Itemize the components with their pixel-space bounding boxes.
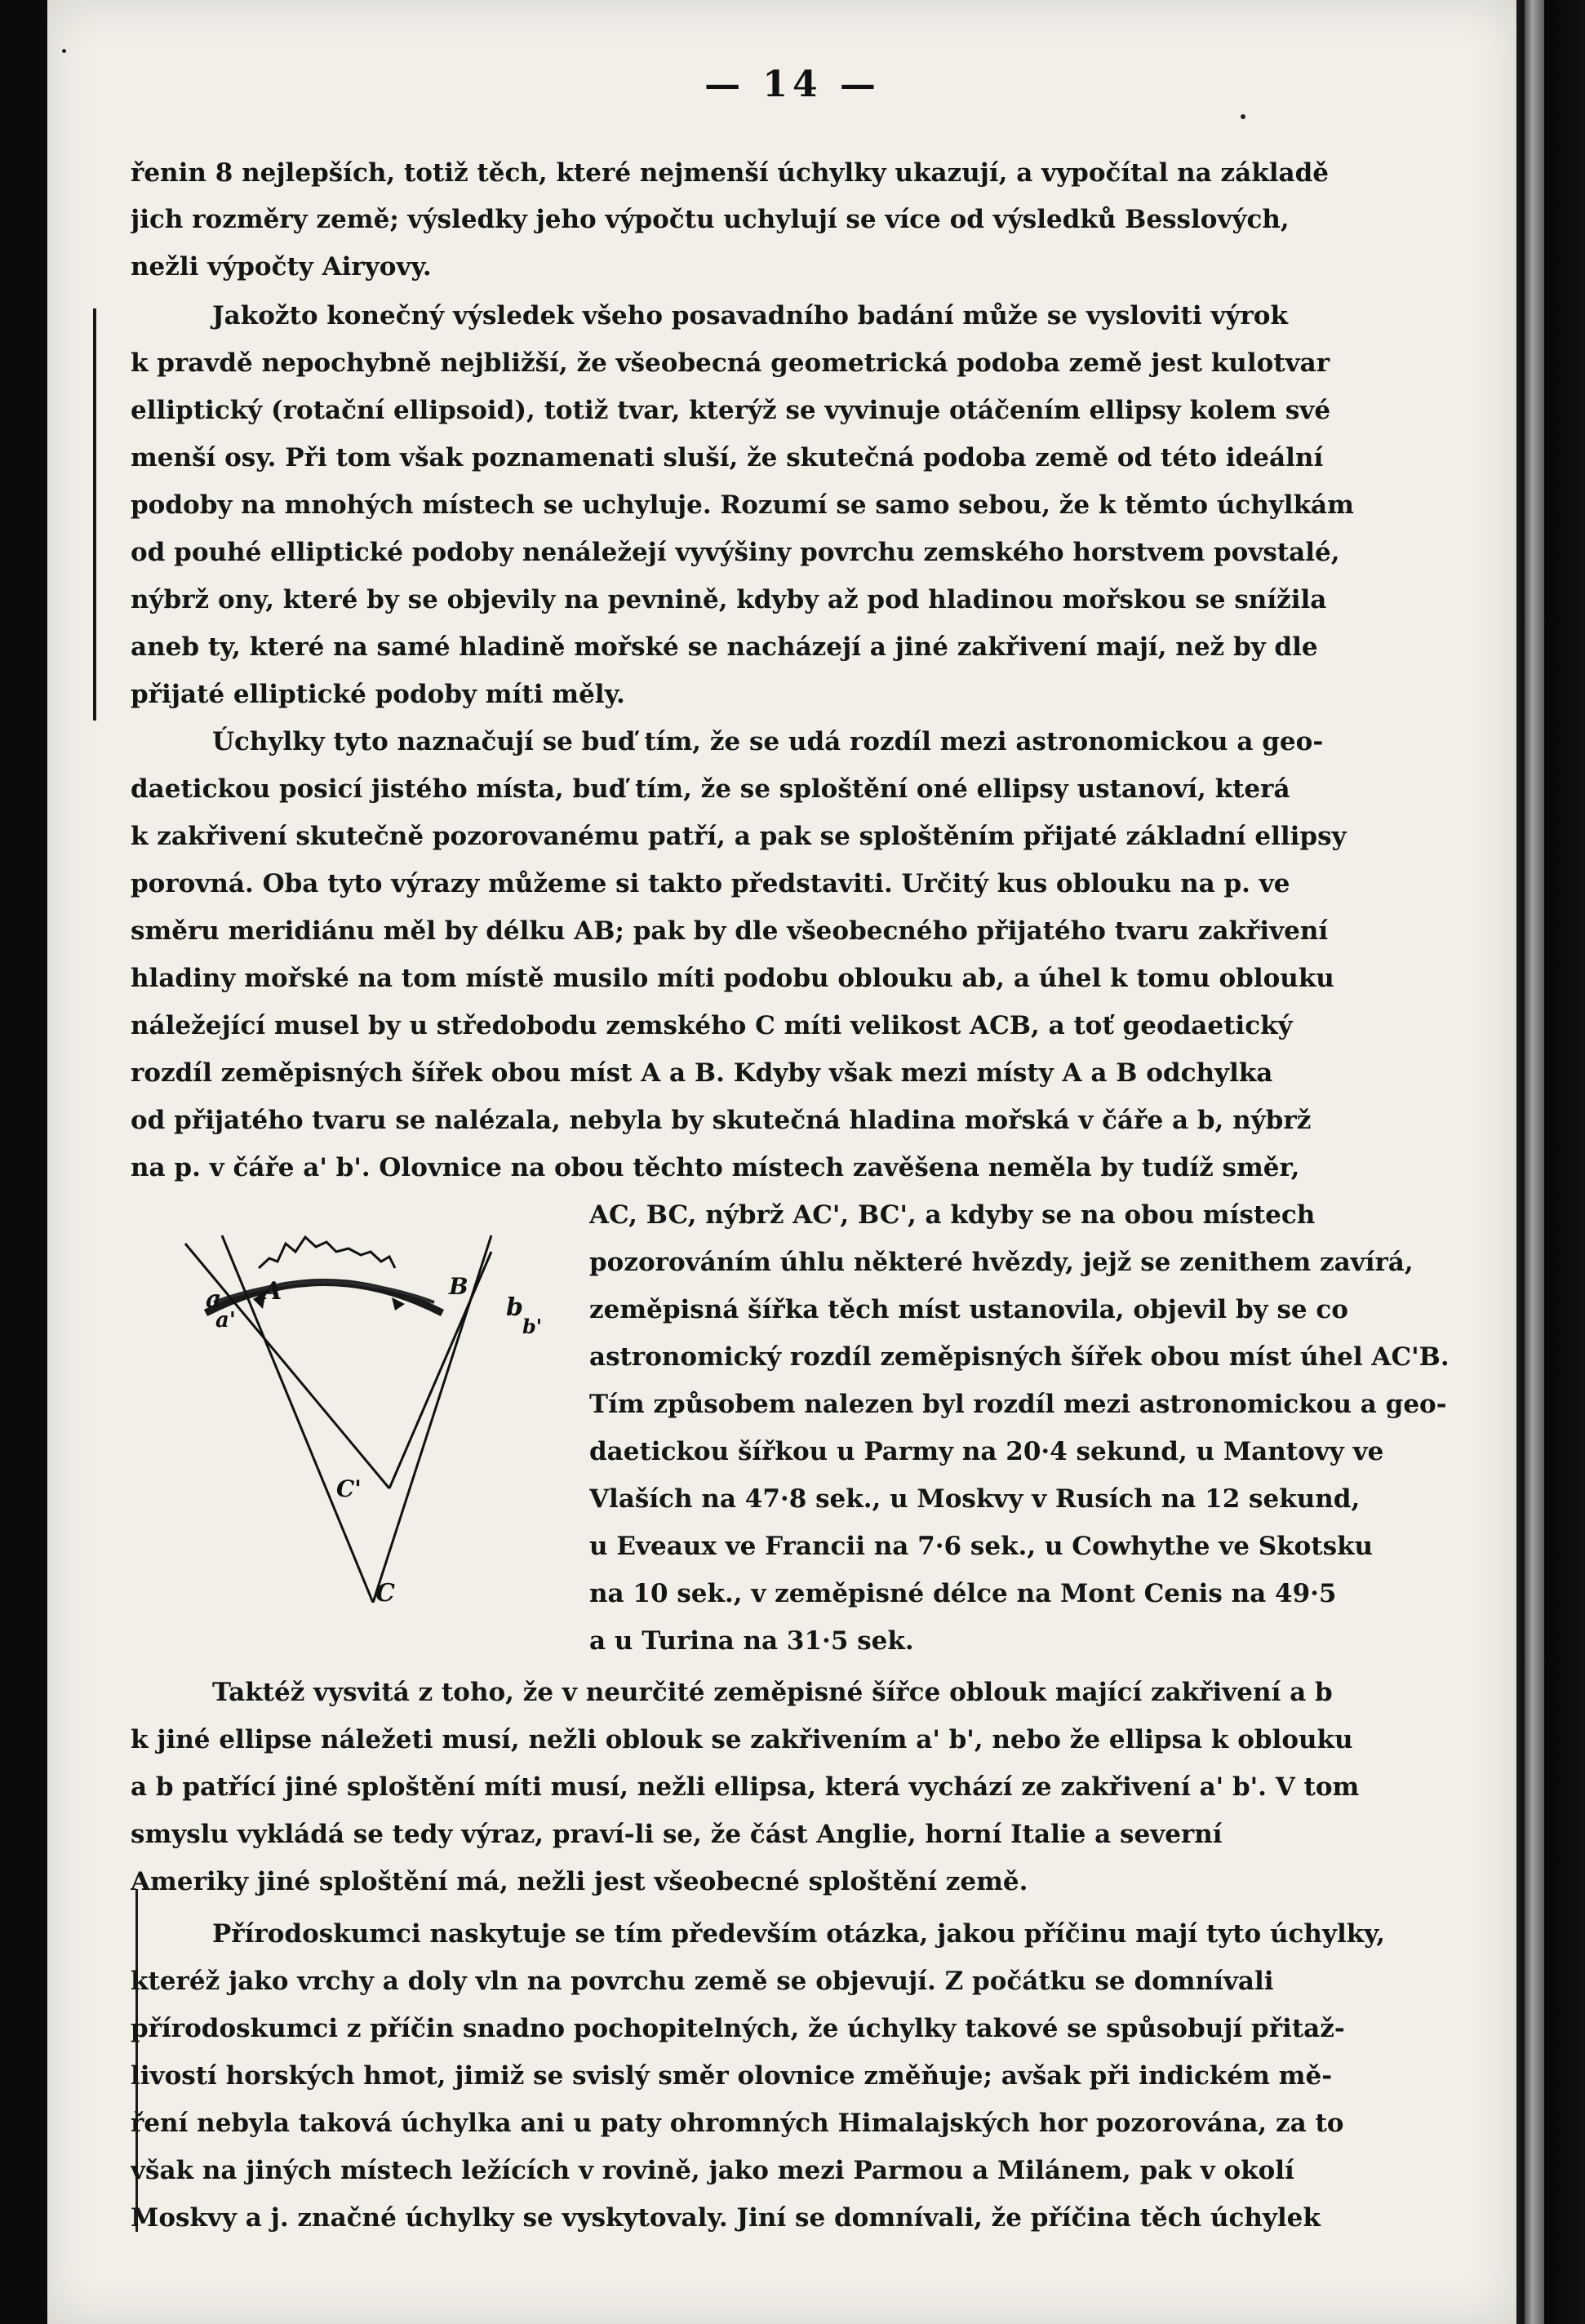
label-b-prime: b' bbox=[522, 1315, 543, 1338]
figure-svg bbox=[181, 1219, 565, 1603]
text-line: jich rozměry země; výsledky jeho výpočtu uchylují se více od výsledků Besslových, bbox=[131, 205, 1290, 234]
text-line: od přijatého tvaru se nalézala, nebyla by skutečná hladina mořská v čáře a b, nýbrž bbox=[131, 1106, 1312, 1135]
text-line: Moskvy a j. značné úchylky se vyskytovaly. Jiní se domnívali, že příčina těch úchylek bbox=[131, 2203, 1321, 2233]
text-line: k zakřivení skutečně pozorovanému patří, a pak se sploštěním přijaté základní ellipsy bbox=[131, 822, 1347, 851]
text-line: Vlaších na 47·8 sek., u Moskvy v Rusích na 12 sekund, bbox=[589, 1484, 1361, 1514]
page-number: — 14 — bbox=[704, 64, 881, 105]
text-line: od pouhé elliptické podoby nenáležejí vyvýšiny povrchu zemského horstvem povstalé, bbox=[131, 538, 1340, 567]
scan-speck bbox=[62, 49, 66, 53]
scan-speck bbox=[1241, 114, 1245, 119]
text-line: astronomický rozdíl zeměpisných šířek obou míst úhel AC'B. bbox=[589, 1342, 1450, 1372]
text-line: a u Turina na 31·5 sek. bbox=[589, 1626, 914, 1656]
text-line: k pravdě nepochybně nejbližší, že všeobecná geometrická podoba země jest kulotvar bbox=[131, 348, 1330, 378]
text-line: Tím způsobem nalezen byl rozdíl mezi astronomickou a geo- bbox=[589, 1390, 1447, 1419]
text-line: řenin 8 nejlepších, totiž těch, které nejmenší úchylky ukazují, a vypočítal na základě bbox=[131, 158, 1329, 188]
text-line: Taktéž vysvitá z toho, že v neurčité zeměpisné šířce oblouk mající zakřivení a b bbox=[212, 1678, 1333, 1707]
label-C: C bbox=[375, 1579, 395, 1603]
text-line: AC, BC, nýbrž AC', BC', a kdyby se na obou místech bbox=[589, 1200, 1316, 1230]
text-line: náležející musel by u středobodu zemského C míti velikost ACB, a toť geodaetický bbox=[131, 1011, 1293, 1040]
label-C-prime: C' bbox=[336, 1475, 362, 1502]
text-line: zeměpisná šířka těch míst ustanovila, objevil by se co bbox=[589, 1295, 1348, 1324]
text-line: hladiny mořské na tom místě musilo míti podobu oblouku ab, a úhel k tomu oblouku bbox=[131, 964, 1334, 993]
text-line: Ameriky jiné sploštění má, nežli jest všeobecné sploštění země. bbox=[131, 1867, 1028, 1896]
text-line: přírodoskumci z příčin snadno pochopitelných, že úchylky takové se spůsobují přitaž- bbox=[131, 2014, 1345, 2043]
text-line: na p. v čáře a' b'. Olovnice na obou těchto místech zavěšena neměla by tudíž směr, bbox=[131, 1153, 1300, 1182]
text-line: však na jiných místech ležících v rovině, jako mezi Parmou a Milánem, pak v okolí bbox=[131, 2156, 1294, 2185]
label-a-prime: a' bbox=[215, 1308, 236, 1333]
text-line: nýbrž ony, které by se objevily na pevnině, kdyby až pod hladinou mořskou se snížila bbox=[131, 585, 1327, 614]
text-line: podoby na mnohých místech se uchyluje. Rozumí se samo sebou, že k těmto úchylkám bbox=[131, 490, 1354, 520]
text-line: nežli výpočty Airyovy. bbox=[131, 252, 432, 282]
line-a-to-C bbox=[222, 1235, 373, 1603]
text-line: pozorováním úhlu některé hvězdy, jejž se zenithem zavírá, bbox=[589, 1248, 1414, 1277]
text-line: aneb ty, které na samé hladině mořské se nacházejí a jiné zakřivení mají, než by dle bbox=[131, 632, 1318, 662]
text-line: rozdíl zeměpisných šířek obou míst A a B. Kdyby však mezi místy A a B odchylka bbox=[131, 1058, 1273, 1088]
label-a: a bbox=[206, 1285, 222, 1314]
text-line: daetickou posicí jistého místa, buď tím, že se sploštění oné ellipsy ustanoví, která bbox=[131, 774, 1290, 804]
label-B: B bbox=[449, 1273, 468, 1300]
text-line: menší osy. Při tom však poznamenati sluší, že skutečná podoba země od této ideální bbox=[131, 443, 1324, 472]
text-line: kteréž jako vrchy a doly vln na povrchu země se objevují. Z počátku se domnívali bbox=[131, 1967, 1274, 1996]
margin-rule-upper bbox=[93, 308, 96, 721]
line-B-to-Cprime bbox=[389, 1252, 491, 1488]
text-line: na 10 sek., v zeměpisné délce na Mont Cenis na 49·5 bbox=[589, 1579, 1337, 1608]
scan-edge bbox=[1516, 0, 1585, 2324]
text-line: Jakožto konečný výsledek všeho posavadního badání může se vysloviti výrok bbox=[212, 301, 1288, 330]
text-line: přijaté elliptické podoby míti měly. bbox=[131, 680, 625, 709]
text-line: ření nebyla taková úchylka ani u paty ohromných Himalajských hor pozorována, za to bbox=[131, 2109, 1344, 2138]
text-line: porovná. Oba tyto výrazy můžeme si takto představiti. Určitý kus oblouku na p. ve bbox=[131, 869, 1290, 898]
text-line: smyslu vykládá se tedy výraz, praví-li se, že část Anglie, horní Italie a severní bbox=[131, 1820, 1223, 1849]
label-b: b bbox=[506, 1293, 523, 1322]
text-line: elliptický (rotační ellipsoid), totiž tvar, kterýž se vyvinuje otáčením ellipsy kolem své bbox=[131, 396, 1331, 425]
text-line: livostí horských hmot, jimiž se svislý směr olovnice změňuje; avšak při indickém mě- bbox=[131, 2061, 1333, 2091]
text-line: směru meridiánu měl by délku AB; pak by dle všeobecného přijatého tvaru zakřivení bbox=[131, 916, 1329, 946]
text-line: a b patřící jiné sploštění míti musí, nežli ellipsa, která vychází ze zakřivení a' b'. V tom bbox=[131, 1772, 1360, 1802]
text-line: daetickou šířkou u Parmy na 20·4 sekund, u Mantovy ve bbox=[589, 1437, 1384, 1466]
text-line: k jiné ellipse náležeti musí, nežli oblouk se zakřivením a' b', nebo že ellipsa k oblouku bbox=[131, 1725, 1353, 1754]
text-line: Přírodoskumci naskytuje se tím především otázka, jakou příčinu mají tyto úchylky, bbox=[212, 1919, 1386, 1949]
label-A: A bbox=[263, 1277, 282, 1306]
meridian-arc-figure bbox=[181, 1219, 565, 1603]
text-line: Úchylky tyto naznačují se buď tím, že se udá rozdíl mezi astronomickou a geo- bbox=[212, 727, 1324, 756]
arc-ab bbox=[206, 1283, 442, 1314]
line-A-to-Cprime bbox=[185, 1244, 389, 1488]
terrain-profile bbox=[259, 1237, 395, 1268]
text-line: u Eveaux ve Francii na 7·6 sek., u Cowhythe ve Skotsku bbox=[589, 1532, 1374, 1561]
